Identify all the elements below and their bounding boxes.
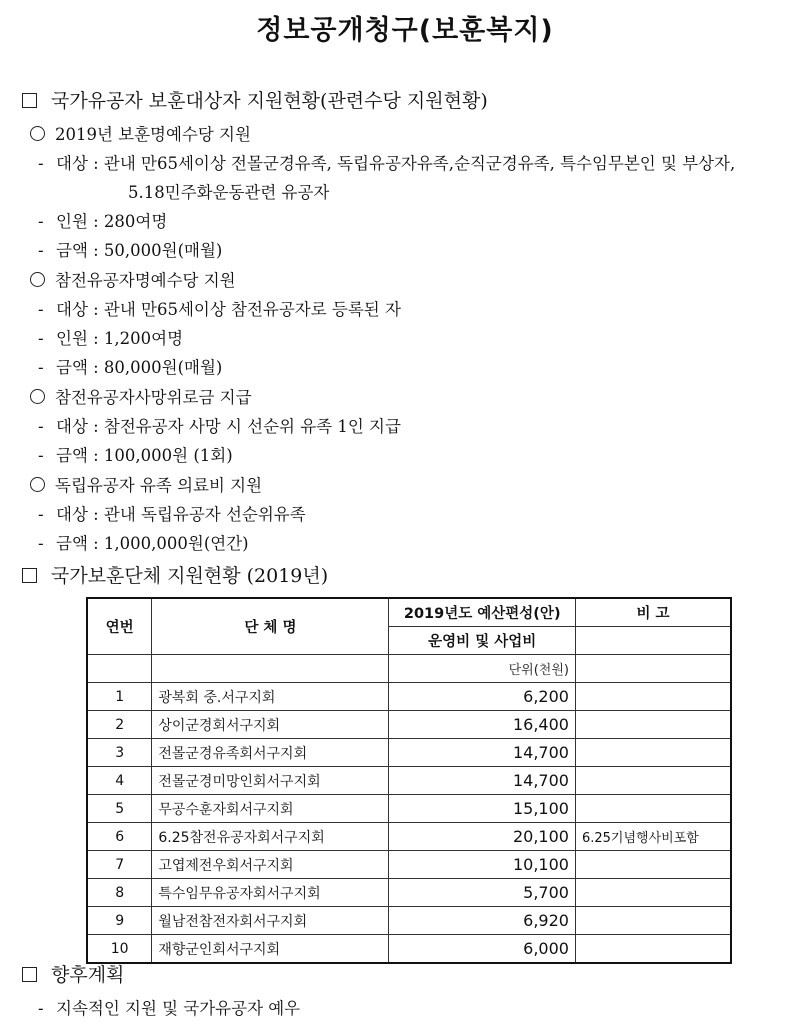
row-no: 9	[87, 907, 152, 935]
row-no: 5	[87, 795, 152, 823]
checkbox-square-icon	[22, 967, 37, 982]
unit-row	[87, 655, 731, 683]
row-no: 4	[87, 767, 152, 795]
item-line-continued: 5.18민주화운동관련 유공자	[128, 183, 330, 202]
row-amount: 6,200	[389, 683, 575, 711]
item-line: - 대상 : 참전유공자 사망 시 선순위 유족 1인 지급	[38, 417, 401, 436]
table-row	[87, 795, 731, 823]
row-note	[575, 851, 731, 879]
col-header-budget-sub: 운영비 및 사업비	[389, 627, 575, 655]
col-header-no: 연번	[87, 598, 152, 655]
item-line: - 지속적인 지원 및 국가유공자 예우	[38, 999, 301, 1018]
row-note	[575, 711, 731, 739]
row-no: 6	[87, 823, 152, 851]
item-line: - 금액 : 80,000원(매월)	[38, 358, 223, 377]
col-header-note-sub	[575, 627, 731, 655]
item-line: - 대상 : 관내 만65세이상 전몰군경유족, 독립유공자유족,순직군경유족, 특수임무본인 및 부상자,	[38, 154, 736, 173]
item-condolence-payment: 참전유공자사망위로금 지급	[30, 384, 252, 408]
row-amount: 20,100	[389, 823, 575, 851]
item-honor-allowance: 2019년 보훈명예수당 지원	[30, 121, 251, 145]
row-amount: 16,400	[389, 711, 575, 739]
row-note: 6.25기념행사비포함	[575, 823, 731, 851]
row-no: 3	[87, 739, 152, 767]
row-org-name: 특수임무유공자회서구지회	[152, 879, 389, 907]
row-org-name: 고엽제전우회서구지회	[152, 851, 389, 879]
col-header-name: 단 체 명	[152, 598, 389, 655]
row-note	[575, 879, 731, 907]
table-row	[87, 739, 731, 767]
col-header-budget: 2019년도 예산편성(안)	[389, 598, 575, 627]
section-heading-future-plan: 향후계획	[22, 960, 124, 987]
item-line: - 대상 : 관내 독립유공자 선순위유족	[38, 505, 306, 524]
org-support-table	[86, 597, 732, 964]
row-note	[575, 767, 731, 795]
row-no: 10	[87, 935, 152, 964]
row-note	[575, 683, 731, 711]
row-note	[575, 795, 731, 823]
col-header-note: 비 고	[575, 598, 731, 627]
section-heading-support-status: 국가유공자 보훈대상자 지원현황(관련수당 지원현황)	[22, 86, 488, 113]
table-row	[87, 935, 731, 964]
item-medical-support: 독립유공자 유족 의료비 지원	[30, 472, 262, 496]
row-org-name: 상이군경회서구지회	[152, 711, 389, 739]
row-amount: 5,700	[389, 879, 575, 907]
row-no: 1	[87, 683, 152, 711]
checkbox-square-icon	[22, 568, 37, 583]
item-line: - 금액 : 1,000,000원(연간)	[38, 534, 249, 553]
table-row	[87, 907, 731, 935]
row-note	[575, 739, 731, 767]
table-row	[87, 823, 731, 851]
row-no: 7	[87, 851, 152, 879]
item-line: - 금액 : 100,000원 (1회)	[38, 446, 233, 465]
row-note	[575, 935, 731, 964]
unit-label: 단위(천원)	[389, 655, 575, 683]
table-row	[87, 711, 731, 739]
section-heading-org-support: 국가보훈단체 지원현황 (2019년)	[22, 561, 328, 588]
table-row	[87, 767, 731, 795]
row-no: 8	[87, 879, 152, 907]
checkbox-square-icon	[22, 93, 37, 108]
row-amount: 14,700	[389, 767, 575, 795]
row-org-name: 재향군인회서구지회	[152, 935, 389, 964]
row-note	[575, 907, 731, 935]
row-org-name: 월남전참전자회서구지회	[152, 907, 389, 935]
item-line: - 인원 : 280여명	[38, 212, 168, 231]
table-row	[87, 851, 731, 879]
row-org-name: 전몰군경미망인회서구지회	[152, 767, 389, 795]
row-org-name: 무공수훈자회서구지회	[152, 795, 389, 823]
row-org-name: 전몰군경유족회서구지회	[152, 739, 389, 767]
table-row	[87, 879, 731, 907]
row-org-name: 광복회 중.서구지회	[152, 683, 389, 711]
circle-bullet-icon	[30, 272, 45, 287]
page-title: 정보공개청구(보훈복지)	[256, 15, 554, 46]
circle-bullet-icon	[30, 126, 45, 141]
row-amount: 14,700	[389, 739, 575, 767]
item-line: - 금액 : 50,000원(매월)	[38, 241, 223, 260]
table-row	[87, 683, 731, 711]
row-no: 2	[87, 711, 152, 739]
row-amount: 6,000	[389, 935, 575, 964]
item-veteran-allowance: 참전유공자명예수당 지원	[30, 267, 236, 291]
circle-bullet-icon	[30, 477, 45, 492]
item-line: - 인원 : 1,200여명	[38, 329, 184, 348]
item-line: - 대상 : 관내 만65세이상 참전유공자로 등록된 자	[38, 300, 401, 319]
row-amount: 15,100	[389, 795, 575, 823]
row-amount: 10,100	[389, 851, 575, 879]
row-amount: 6,920	[389, 907, 575, 935]
circle-bullet-icon	[30, 389, 45, 404]
row-org-name: 6.25참전유공자회서구지회	[152, 823, 389, 851]
